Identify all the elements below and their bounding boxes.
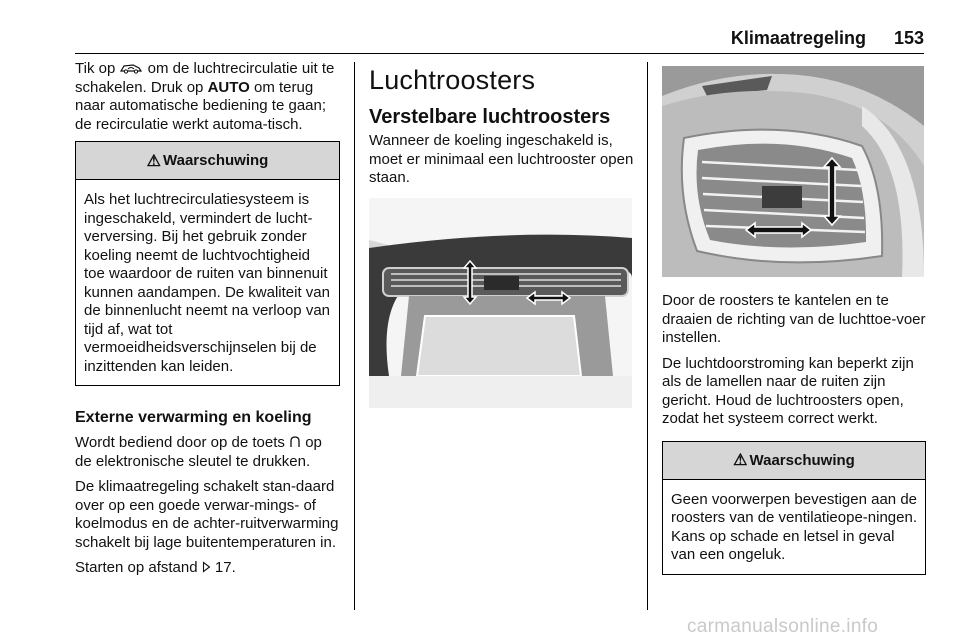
- section-title: Luchtroosters: [369, 65, 536, 95]
- vent-closeup-illustration: [662, 66, 924, 277]
- subheading-external-climate: Externe verwarming en koeling: [75, 409, 312, 426]
- recirculation-paragraph: Tik op om de luchtrecirculatie uit te schakelen. Druk op AUTO om terug naar automatische bediening te gaan; de recirculatie werkt automa-tisch.: [75, 60, 335, 133]
- warning-header: ⚠ Waarschuwing: [663, 442, 925, 480]
- remote-start-reference: Starten op afstand 17.: [75, 559, 236, 576]
- vents-paragraph: Wanneer de koeling ingeschakeld is, moet er minimaal een luchtrooster open staan.: [369, 132, 634, 186]
- page-header: [75, 28, 924, 54]
- airflow-paragraph: De luchtdoorstroming kan beperkt zijn als de lamellen naar de ruiten zijn gericht. Houd de luchtroosters open, zodat het systeem correct werkt.: [662, 354, 914, 427]
- section-subtitle: Verstelbare luchtroosters: [369, 106, 611, 128]
- tilt-paragraph: Door de roosters te kantelen en te draaien de richting van de luchttoe-voer instellen.: [662, 292, 926, 346]
- page-reference-arrow-icon: [202, 559, 211, 576]
- warning-box-vents: [662, 441, 926, 575]
- warning-box-recirculation: [75, 141, 340, 386]
- page-title: Klimaatregeling: [730, 28, 866, 48]
- warning-text: Als het luchtrecirculatiesysteem is ingeschakeld, vermindert de lucht-verversing. Bij het gebruik zonder koeling neemt de luchtvochtigheid toe waardoor de ruiten van binnenuit kunnen aandampen. De kwaliteit van de binnenlucht neemt na verloop van tijd af, wat tot vermoeidheidsverschijnselen bij de inzittenden kan leiden.: [84, 191, 331, 375]
- page-number: 153: [893, 28, 924, 48]
- column-right: [662, 292, 926, 575]
- warning-header: ⚠ Waarschuwing: [76, 142, 339, 180]
- column-divider-right: [647, 62, 648, 610]
- remote-key-paragraph: Wordt bediend door op de toets op de elektronische sleutel te drukken.: [75, 434, 322, 470]
- watermark: carmanualsonline.info: [687, 616, 879, 637]
- car-recirculation-icon: [119, 60, 143, 77]
- remote-climate-icon: [289, 434, 301, 451]
- dashboard-vent-illustration: [369, 198, 632, 408]
- default-mode-paragraph: De klimaatregeling schakelt stan-daard over op een goede verwar-mings- of koelmodus en de achter-ruitverwarming schakelt bij lage buitentemperaturen in.: [75, 478, 339, 551]
- warning-text: Geen voorwerpen bevestigen aan de roosters van de ventilatieope-ningen. Kans op schade en letsel in geval van een ongeluk.: [671, 490, 918, 563]
- column-divider-left: [354, 62, 355, 610]
- warning-triangle-icon: ⚠: [733, 452, 748, 469]
- column-middle: [369, 60, 635, 195]
- auto-label: AUTO: [207, 78, 250, 96]
- column-left: [75, 60, 340, 585]
- warning-triangle-icon: ⚠: [146, 152, 162, 170]
